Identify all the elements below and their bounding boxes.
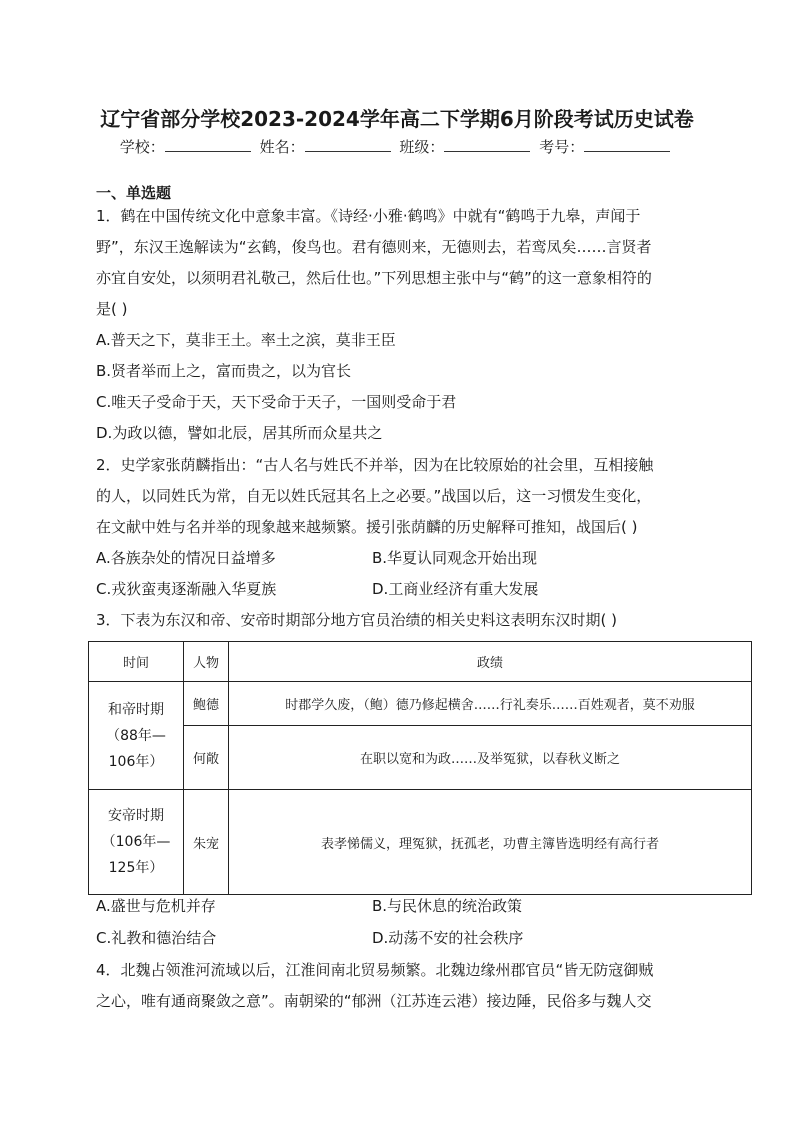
table-row — [89, 790, 752, 895]
period-hedi-line-2: （88年— — [106, 727, 166, 744]
q1-option-c[interactable]: C.唯天子受命于天，天下受命于天子，一国则受命于君 — [96, 393, 457, 411]
header-time: 时间 — [89, 642, 184, 682]
q3-option-c[interactable]: C.礼教和德治结合 — [96, 929, 217, 947]
class-label: 班级： — [399, 138, 445, 156]
school-blank[interactable] — [165, 137, 251, 152]
q1-option-d[interactable]: D.为政以德，譬如北辰，居其所而众星共之 — [96, 424, 383, 442]
table-header-row — [89, 642, 752, 682]
period-hedi-line-1: 和帝时期 — [108, 701, 164, 718]
number-blank[interactable] — [584, 137, 670, 152]
q2-line-1: 2．史学家张荫麟指出：“古人名与姓氏不并举，因为在比较原始的社会里，互相接触 — [96, 456, 654, 474]
q1-line-2: 野”，东汉王逸解读为“玄鹤，俊鸟也。君有德则来，无德则去，若鸾凤矣……言贤者 — [96, 238, 652, 256]
q1-line-1: 1．鹤在中国传统文化中意象丰富。《诗经·小雅·鹤鸣》中就有“鹤鸣于九皋，声闻于 — [96, 207, 641, 225]
table-row — [89, 726, 752, 790]
q3-table — [88, 641, 752, 895]
record-cell: 在职以宽和为政……及举冤狱，以春秋义断之 — [229, 726, 752, 790]
q1-option-b[interactable]: B.贤者举而上之，富而贵之，以为官长 — [96, 362, 352, 380]
person-cell: 鲍德 — [184, 682, 229, 726]
section-heading: 一、单选题 — [96, 184, 172, 202]
q1-line-3: 亦宜自安处，以须明君礼敬己，然后仕也。”下列思想主张中与“鹤”的这一意象相符的 — [96, 269, 652, 287]
record-cell: 时郡学久废，（鲍）德乃修起横舍……行礼奏乐……百姓观者，莫不劝服 — [229, 682, 752, 726]
student-info-row — [0, 136, 794, 157]
period-andi-line-3: 125年） — [108, 860, 164, 876]
q1-option-a[interactable]: A.普天之下，莫非王土。率土之滨，莫非王臣 — [96, 331, 396, 349]
q2-option-d[interactable]: D.工商业经济有重大发展 — [372, 580, 539, 598]
q1-line-4: 是( ) — [96, 300, 128, 318]
q3-option-d[interactable]: D.动荡不安的社会秩序 — [372, 929, 524, 947]
name-label: 姓名： — [259, 138, 305, 156]
q3-line-1: 3．下表为东汉和帝、安帝时期部分地方官员治绩的相关史料这表明东汉时期( ) — [96, 611, 618, 629]
q2-line-3: 在文献中姓与名并举的现象越来越频繁。援引张荫麟的历史解释可推知，战国后( ) — [96, 518, 638, 536]
class-blank[interactable] — [444, 137, 530, 152]
record-cell: 表孝悌儒义，理冤狱，抚孤老，功曹主簿皆选明经有高行者 — [229, 790, 752, 895]
q4-line-1: 4．北魏占领淮河流域以后，江淮间南北贸易频繁。北魏边缘州郡官员“皆无防寇御贼 — [96, 961, 654, 979]
school-label: 学校： — [119, 138, 165, 156]
header-person: 人物 — [184, 642, 229, 682]
q3-option-b[interactable]: B.与民休息的统治政策 — [372, 897, 523, 915]
q2-line-2: 的人，以同姓氏为常，自无以姓氏冠其名上之必要。”战国以后，这一习惯发生变化， — [96, 487, 652, 505]
person-cell: 何敞 — [184, 726, 229, 790]
q4-line-2: 之心，唯有通商聚敛之意”。南朝梁的“郁洲（江苏连云港）接边陲，民俗多与魏人交 — [96, 992, 652, 1010]
period-hedi — [89, 682, 184, 790]
period-andi-line-2: （106年— — [101, 834, 171, 850]
q2-option-a[interactable]: A.各族杂处的情况日益增多 — [96, 549, 276, 567]
period-andi — [89, 790, 184, 895]
number-label: 考号： — [539, 138, 585, 156]
table-row — [89, 682, 752, 726]
name-blank[interactable] — [305, 137, 391, 152]
exam-title: 辽宁省部分学校2023-2024学年高二下学期6月阶段考试历史试卷 — [100, 107, 694, 131]
q2-option-c[interactable]: C.戎狄蛮夷逐渐融入华夏族 — [96, 580, 277, 598]
period-hedi-line-3: 106年） — [108, 753, 164, 770]
period-andi-line-1: 安帝时期 — [108, 808, 164, 824]
q2-option-b[interactable]: B.华夏认同观念开始出现 — [372, 549, 538, 567]
person-cell: 朱宠 — [184, 790, 229, 895]
header-record: 政绩 — [229, 642, 752, 682]
q3-option-a[interactable]: A.盛世与危机并存 — [96, 897, 216, 915]
